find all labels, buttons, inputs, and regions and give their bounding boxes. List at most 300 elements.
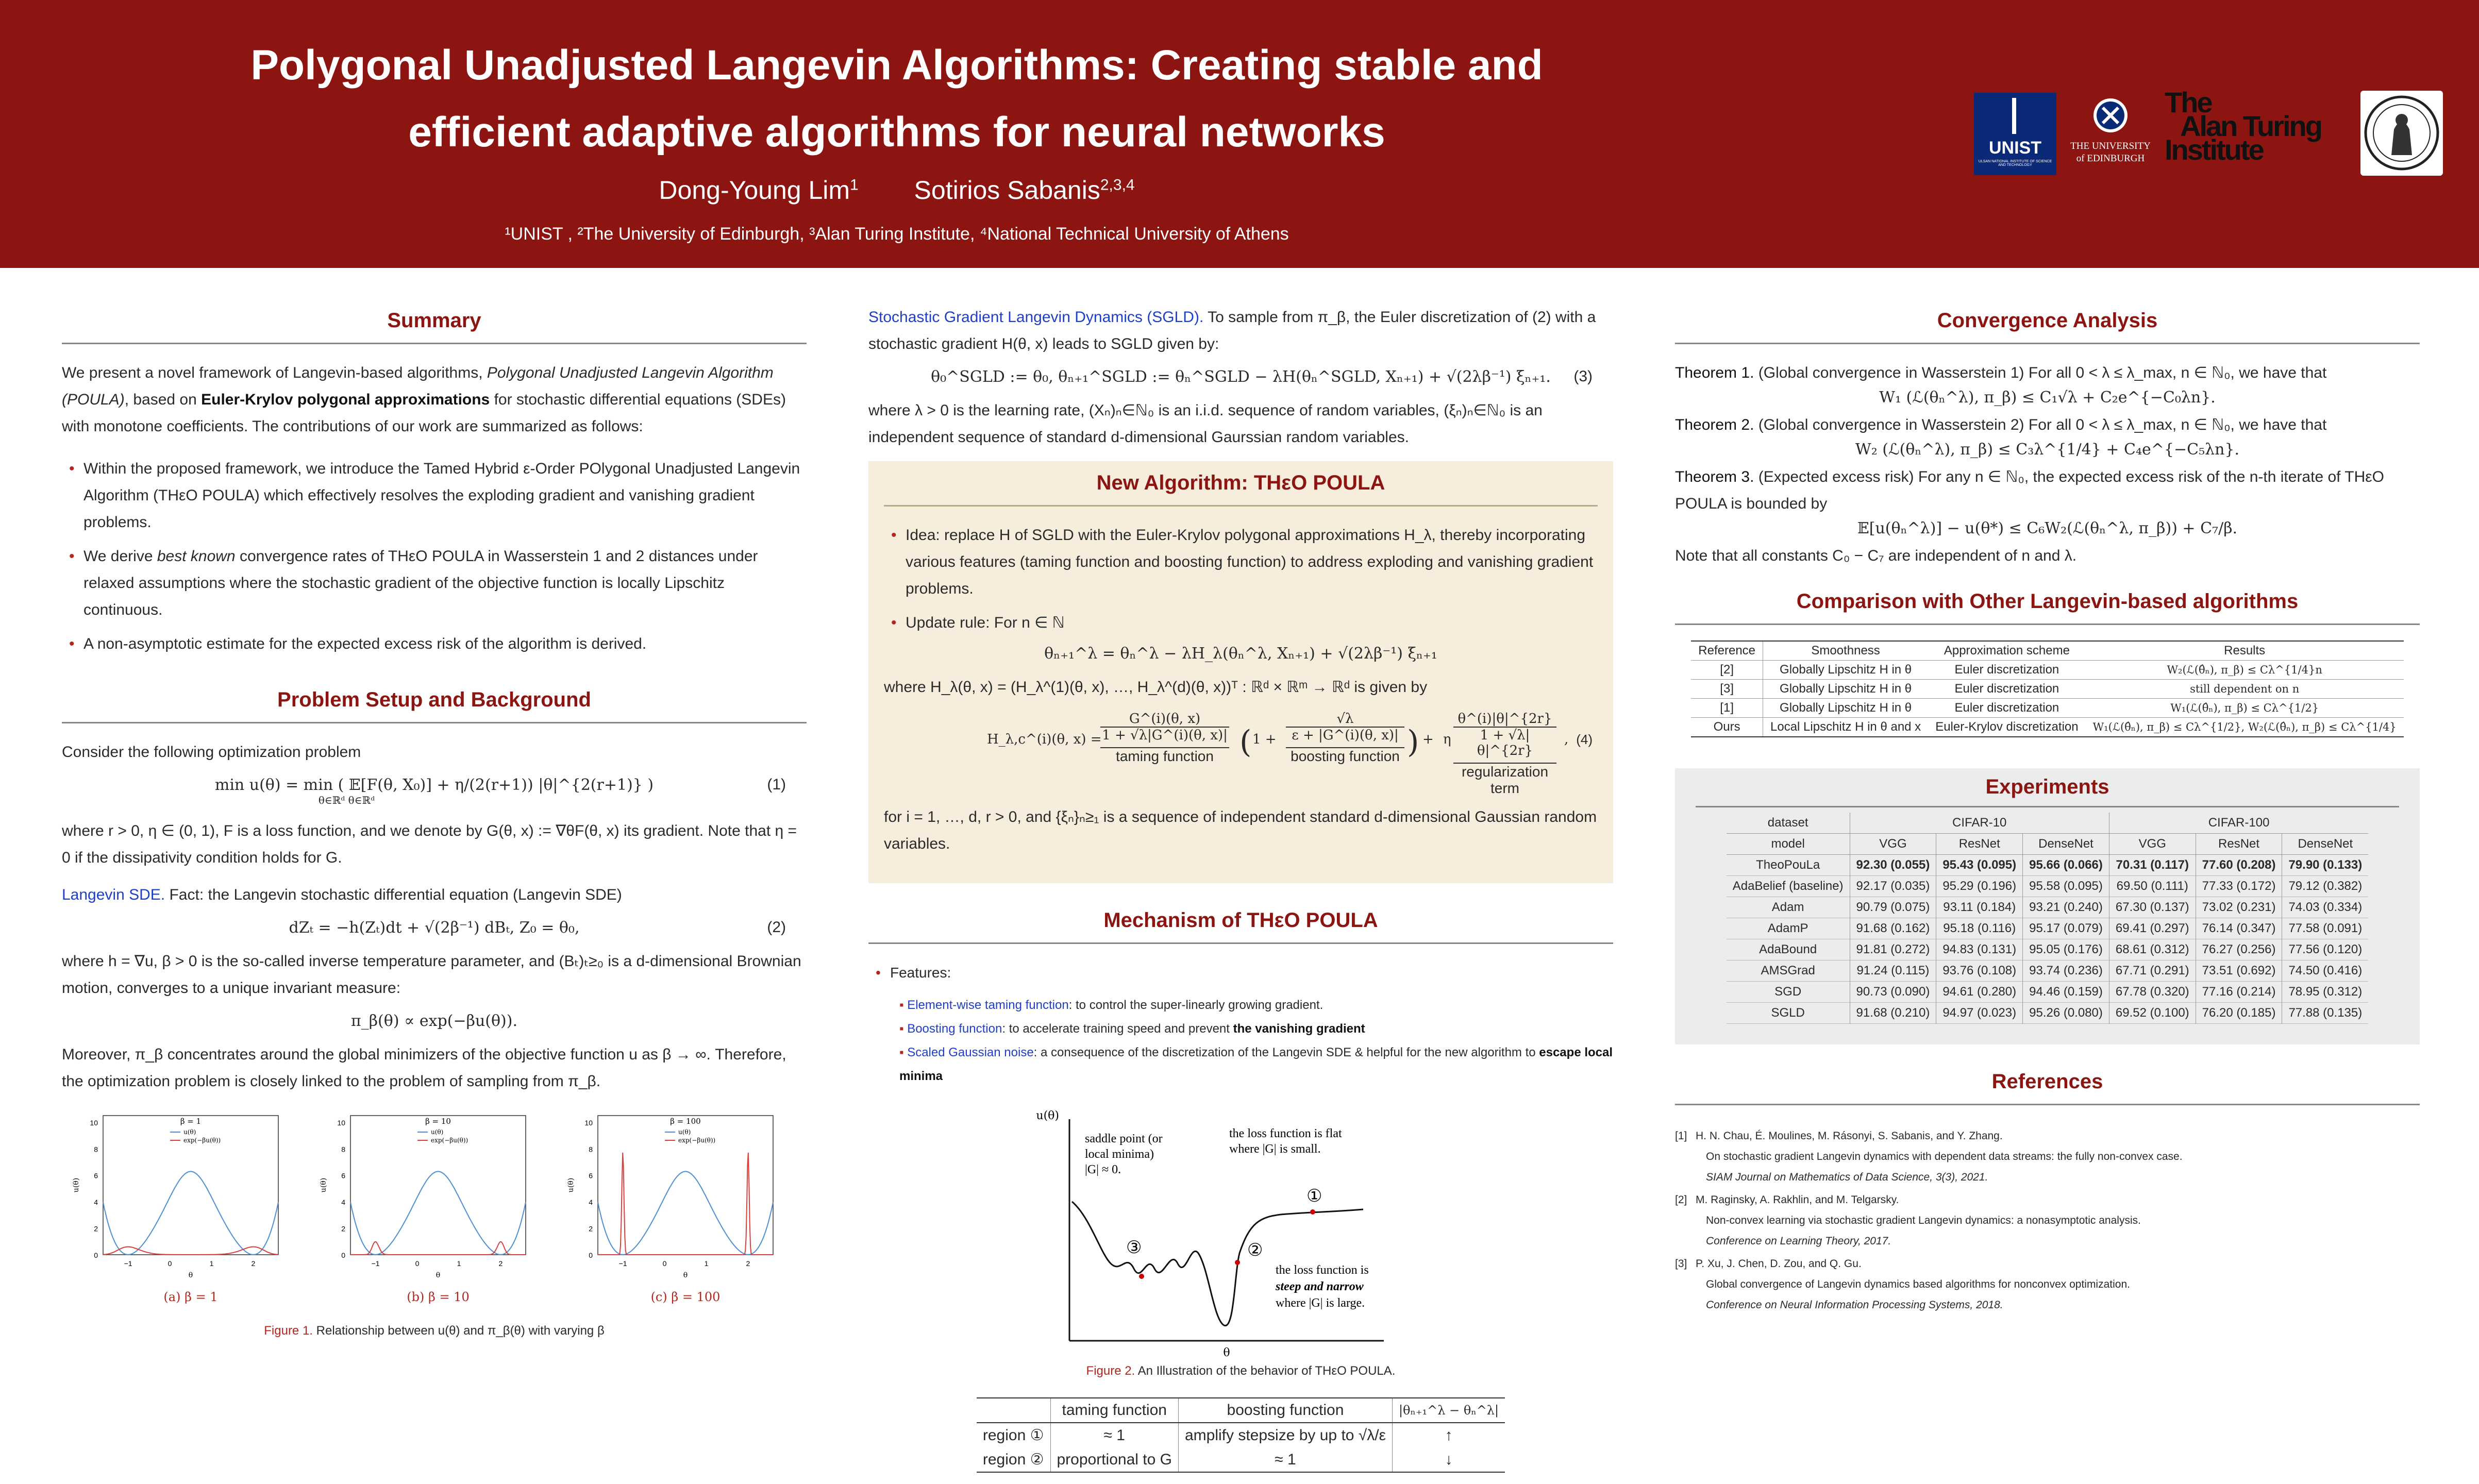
summary-bullet-2a: We derive: [83, 548, 157, 565]
mech-th-3: |θₙ₊₁^λ − θₙ^λ|: [1398, 1403, 1499, 1418]
exp-model: VGG: [2109, 834, 2196, 855]
summary-bullets: [62, 456, 807, 657]
feature-3-label: Scaled Gaussian noise: [907, 1045, 1034, 1059]
theorem-2-equation: W₂ (ℒ(θₙ^λ), π_β) ≤ C₃λ^{1/4} + C₄e^{−C₅λn}.: [1855, 441, 2240, 459]
experiments-cell: 77.56 (0.120): [2288, 942, 2363, 956]
comparison-cell: [1]: [1691, 699, 1763, 718]
x-tick-label: 1: [209, 1259, 214, 1268]
comparison-rule: [1675, 623, 2420, 625]
equation-3-body: θ₀^SGLD := θ₀, θₙ₊₁^SGLD := θₙ^SGLD − λH(θₙ^SGLD, Xₙ₊₁) + √(2λβ⁻¹) ξₙ₊₁.: [931, 368, 1551, 386]
experiments-cell: 93.76 (0.108): [1936, 960, 2023, 982]
point-1: [1310, 1209, 1315, 1215]
summary-intro-e: for stochastic differential equations (SDEs) with monotone coefficients. The contributions of our work are summarized as follows:: [62, 391, 786, 435]
summary-bullet-2c: convergence rates of THεO POULA in Wasserstein 1 and 2 distances under relaxed assumptions where the stochastic gradient of the objective function is locally Lipschitz continuous.: [83, 548, 758, 618]
density-line: [103, 1247, 278, 1255]
reference-number: [3]: [1675, 1258, 1687, 1270]
new-algorithm-bullets: [884, 522, 1598, 636]
langevin-label: Langevin SDE.: [62, 886, 165, 903]
x-tick-label: 2: [498, 1259, 503, 1268]
label-boosting-function: boosting function: [1286, 747, 1404, 765]
comparison-row: [1691, 699, 2403, 718]
edinburgh-logo-text: THE UNIVERSITY of EDINBURGH: [2070, 141, 2151, 164]
equation-4: [884, 711, 1598, 794]
poster-title-line2: efficient adaptive algorithms for neural networks: [408, 109, 1385, 156]
unist-logo: [1974, 93, 2056, 175]
equation-4-frac3-num: θ^(i)|θ|^{2r}: [1458, 711, 1552, 727]
equation-2-number: (2): [767, 919, 786, 936]
comparison-cell: Ours: [1691, 718, 1763, 737]
panel-caption: (a) β = 1: [163, 1290, 218, 1304]
equation-4-lhs: H_λ,c^(i)(θ, x) =: [987, 732, 1102, 747]
update-rule-equation: θₙ₊₁^λ = θₙ^λ − λH_λ(θₙ^λ, Xₙ₊₁) + √(2λβ⁻¹) ξₙ₊₁: [1044, 645, 1437, 663]
cmp-th: Results: [2086, 641, 2404, 661]
ntua-seal-icon: [2363, 93, 2440, 173]
experiments-optimizer: AdaBound: [1727, 939, 1850, 960]
feature-1-text: : to control the super-linearly growing gradient.: [1068, 998, 1324, 1012]
figure-1-plots: [62, 1105, 807, 1311]
figure-2-caption-label: Figure 2.: [1086, 1364, 1135, 1378]
author-1-sup: 1: [850, 176, 859, 194]
sgld-paragraph: [868, 304, 1613, 358]
reference-authors: H. N. Chau, É. Moulines, M. Rásonyi, S. Sabanis, and Y. Zhang.: [1696, 1130, 2003, 1142]
experiments-row: [1727, 960, 2368, 982]
comparison-cell: Euler-Krylov discretization: [1928, 718, 2085, 737]
experiments-cell: 76.20 (0.185): [2196, 1003, 2282, 1024]
experiments-row: [1727, 939, 2368, 960]
annotation-saddle-2: local minima): [1085, 1148, 1154, 1161]
constants-note: Note that all constants C₀ − C₇ are independent of n and λ.: [1675, 547, 2077, 564]
experiments-cell: 67.71 (0.291): [2109, 960, 2196, 982]
experiments-cell: 90.79 (0.075): [1850, 897, 1936, 918]
comparison-table-body: [1691, 661, 2403, 737]
x-axis-label: θ: [435, 1271, 441, 1279]
y-tick-label: 2: [589, 1224, 593, 1233]
mechanism-features: [868, 959, 1613, 986]
equation-4-frac3-den: 1 + √λ|θ|^{2r}: [1453, 727, 1556, 758]
comparison-cell: W₂(ℒ(θ̂ₙ), π_β) ≤ Cλ^{1/4}n: [2086, 661, 2404, 680]
experiments-cell: [2282, 855, 2368, 876]
annotation-flat-2: where |G| is small.: [1229, 1142, 1321, 1156]
panel-title: β = 10: [425, 1117, 451, 1126]
equation-4-plus: +: [1422, 732, 1434, 747]
figure-2-caption: [868, 1364, 1613, 1378]
y-tick-label: 8: [94, 1145, 98, 1154]
equation-2-body: dZₜ = −h(Zₜ)dt + √(2β⁻¹) dBₜ, Z₀ = θ₀,: [289, 919, 580, 937]
figure-1-panel: [320, 1116, 526, 1304]
y-tick-label: 0: [94, 1251, 98, 1259]
y-tick-label: 0: [341, 1251, 345, 1259]
experiments-value: 70.31 (0.117): [2116, 858, 2189, 872]
experiments-cell: 91.68 (0.210): [1850, 1003, 1936, 1024]
mechanism-features-label: • Features:: [880, 959, 1613, 986]
figure-2-xlabel: θ: [1223, 1346, 1230, 1359]
x-tick-label: 0: [662, 1259, 667, 1268]
experiments-row: [1727, 918, 2368, 939]
u-theta-line: [103, 1171, 278, 1255]
experiments-cell: 95.05 (0.176): [2023, 939, 2109, 960]
comparison-cell: Globally Lipschitz H in θ: [1763, 661, 1929, 680]
summary-title: Summary: [387, 309, 481, 332]
point-2: [1235, 1260, 1240, 1265]
x-tick-label: 1: [704, 1259, 709, 1268]
feature-1-label: Element-wise taming function: [907, 998, 1069, 1012]
panel-caption: (c) β = 100: [650, 1290, 721, 1304]
turing-logo: [2165, 86, 2360, 178]
reference-item: [1675, 1126, 2420, 1188]
experiments-optimizer: Adam: [1727, 897, 1850, 918]
sgld-text: To sample from π_β, the Euler discretization of (2) with a stochastic gradient H(θ, x) leads to SGLD given by:: [868, 309, 1596, 352]
legend-exp: exp(−βu(θ)): [183, 1137, 221, 1144]
experiments-cell: 92.17 (0.035): [1850, 876, 1936, 897]
exp-model: ResNet: [2196, 834, 2282, 855]
mech-th-1: taming function: [1050, 1398, 1178, 1423]
feature-2-text-b: the vanishing gradient: [1233, 1022, 1365, 1036]
author-1: Dong-Young Lim: [659, 176, 850, 205]
equation-1-body: min u(θ) = min ( 𝔼[F(θ, X₀)] + η/(2(r+1)) |θ|^{2(r+1)} ): [214, 776, 654, 794]
unist-logo-text: UNIST: [1989, 138, 2041, 158]
reference-venue: Conference on Neural Information Processing Systems, 2018.: [1706, 1299, 2003, 1311]
annotation-steep-2: steep and narrow: [1276, 1280, 1364, 1293]
comparison-row: [1691, 718, 2403, 737]
experiments-cell: 94.97 (0.023): [1936, 1003, 2023, 1024]
experiments-optimizer: SGLD: [1727, 1003, 1850, 1024]
label-regularization-term: regularization term: [1453, 763, 1556, 797]
experiments-row: [1727, 1003, 2368, 1024]
x-tick-label: 2: [746, 1259, 750, 1268]
turing-logo-line1: The: [2165, 86, 2212, 119]
unist-logo-subtext: ULSAN NATIONAL INSTITUTE OF SCIENCE AND TECHNOLOGY: [1978, 160, 2052, 167]
experiments-cell: 95.17 (0.079): [2023, 918, 2109, 939]
mechanism-rule: [868, 942, 1613, 944]
experiments-cell: [2196, 855, 2282, 876]
mech-th-0: [977, 1398, 1050, 1423]
x-tick-label: −1: [371, 1259, 380, 1268]
summary-intro-d: Euler-Krylov polygonal approximations: [201, 391, 490, 408]
equation-4-frac2-den: ε + |G^(i)(θ, x)|: [1286, 727, 1404, 743]
author-2-sup: 2,3,4: [1100, 176, 1135, 194]
new-algorithm-rule: [884, 505, 1598, 507]
problem-p3: where h = ∇u, β > 0 is the so-called inverse temperature parameter, and (Bₜ)ₜ≥₀ is a d-dimensional Brownian motion, converges to a unique invariant measure:: [62, 953, 801, 997]
summary-intro-b: Polygonal Unadjusted Langevin Algorithm (POULA): [62, 364, 774, 408]
experiments-cell: 76.14 (0.347): [2196, 918, 2282, 939]
x-axis-label: θ: [683, 1271, 688, 1279]
y-tick-label: 8: [589, 1145, 593, 1154]
cmp-th: Smoothness: [1763, 641, 1929, 661]
new-algorithm-where2: for i = 1, …, d, r > 0, and {ξₙ}ₙ≥₁ is a sequence of independent standard d-dimensional Gaussian random variables.: [884, 808, 1597, 852]
legend-u: u(θ): [678, 1128, 691, 1136]
summary-bullet-1: • Within the proposed framework, we introduce the Tamed Hybrid ε-Order POlygonal Unadjusted Langevin Algorithm (THεO POULA) which effectively resolves the exploding gradient and vanishing gradient problems.: [73, 456, 807, 536]
figure-1: [62, 1105, 807, 1347]
mech-row-2: [977, 1447, 1505, 1472]
mechanism-title: Mechanism of THεO POULA: [1103, 909, 1378, 932]
experiments-cell: 91.24 (0.115): [1850, 960, 1936, 982]
marker-3: ③: [1126, 1237, 1142, 1258]
experiments-cell: 69.50 (0.111): [2109, 876, 2196, 897]
experiments-row: [1727, 855, 2368, 876]
x-axis-label: θ: [188, 1271, 193, 1279]
problem-p1: Consider the following optimization problem: [62, 744, 361, 761]
summary-intro-a: We present a novel framework of Langevin-based algorithms,: [62, 364, 487, 381]
y-tick-label: 6: [341, 1171, 345, 1180]
theorem-3: [1675, 464, 2420, 517]
annotation-steep-1: the loss function is: [1276, 1263, 1369, 1277]
column-2: [868, 289, 1613, 1473]
annotation-steep-3: where |G| is large.: [1276, 1296, 1365, 1310]
feature-3-text-a: : a consequence of the discretization of the Langevin SDE & helpful for the new algorithm to: [1033, 1045, 1539, 1059]
equation-4-paren-open: (: [1239, 724, 1252, 760]
experiments-cell: 93.74 (0.236): [2023, 960, 2109, 982]
exp-model: DenseNet: [2298, 837, 2353, 851]
theorem-2: [1675, 412, 2420, 439]
theorem-2-label: Theorem 2.: [1675, 416, 1754, 433]
theorem-2-text: (Global convergence in Wasserstein 2) For all 0 < λ ≤ λ_max, n ∈ ℕ₀, we have that: [1754, 416, 2327, 433]
y-axis-label: u(θ): [567, 1177, 575, 1193]
column-1: [62, 289, 807, 1347]
theorem-3-text: (Expected excess risk) For any n ∈ ℕ₀, the expected excess risk of the n-th iterate of THεO POULA is bounded by: [1675, 468, 2384, 512]
reference-authors: M. Raginsky, A. Rakhlin, and M. Telgarsky.: [1696, 1194, 1899, 1206]
experiments-title: Experiments: [1985, 775, 2109, 798]
mechanism-feature-1: ▪ Element-wise taming function: to control the super-linearly growing gradient.: [899, 998, 1324, 1012]
equation-4-frac1-num: G^(i)(θ, x): [1129, 711, 1201, 727]
experiments-table-body: [1727, 855, 2368, 1024]
experiments-cell: [2023, 855, 2109, 876]
comparison-cell: Globally Lipschitz H in θ: [1763, 680, 1929, 699]
references-list: [1675, 1126, 2420, 1316]
panel-title: β = 1: [180, 1117, 202, 1126]
experiments-cell: 69.41 (0.297): [2109, 918, 2196, 939]
mech-cell: region ②: [977, 1447, 1050, 1472]
comparison-cell: Globally Lipschitz H in θ: [1763, 699, 1929, 718]
equation-pi: π_β(θ) ∝ exp(−βu(θ)).: [351, 1012, 517, 1030]
reference-title: Global convergence of Langevin dynamics based algorithms for nonconvex optimization.: [1706, 1278, 2130, 1290]
experiments-cell: 95.58 (0.095): [2023, 876, 2109, 897]
poster-title-line1: Polygonal Unadjusted Langevin Algorithms: Creating stable and: [250, 42, 1543, 89]
experiments-cell: 74.03 (0.334): [2288, 900, 2363, 914]
comparison-row: [1691, 680, 2403, 699]
author-2: Sotirios Sabanis: [914, 176, 1100, 205]
feature-3-text-b: escape local minima: [899, 1045, 1613, 1083]
theorem-1-text: (Global convergence in Wasserstein 1) For all 0 < λ ≤ λ_max, n ∈ ℕ₀, we have that: [1754, 364, 2327, 381]
panel-caption: (b) β = 10: [407, 1290, 470, 1304]
references-title: References: [1991, 1070, 2103, 1093]
experiments-cell: 77.58 (0.091): [2288, 921, 2363, 935]
theorem-1-label: Theorem 1.: [1675, 364, 1754, 381]
ntua-logo: [2360, 91, 2443, 176]
summary-rule: [62, 343, 807, 344]
reference-venue: SIAM Journal on Mathematics of Data Science, 3(3), 2021.: [1706, 1171, 1988, 1183]
reference-number: [2]: [1675, 1194, 1687, 1206]
comparison-table: [1691, 640, 2403, 737]
mech-cell: ≈ 1: [1178, 1447, 1392, 1472]
experiments-table: [1727, 813, 2368, 1024]
experiments-cell: 90.73 (0.090): [1850, 982, 1936, 1003]
equation-2: [62, 919, 807, 937]
annotation-saddle-3: |G| ≈ 0.: [1085, 1163, 1121, 1176]
y-tick-label: 10: [337, 1118, 345, 1127]
experiments-rule: [1696, 806, 2399, 807]
turing-logo-line2: Alan Turing: [2180, 110, 2321, 142]
langevin-paragraph: [62, 882, 807, 908]
cmp-th: Approximation scheme: [1928, 641, 2085, 661]
x-tick-label: 1: [457, 1259, 461, 1268]
summary-intro-c: , based on: [124, 391, 202, 408]
edinburgh-crest-icon: [2092, 95, 2129, 136]
figure-2: [868, 1099, 1613, 1387]
new-algorithm-bullet-2: • Update rule: For n ∈ ℕ: [895, 610, 1598, 636]
experiments-cell: 91.68 (0.162): [1850, 918, 1936, 939]
y-tick-label: 6: [589, 1171, 593, 1180]
x-tick-label: −1: [124, 1259, 132, 1268]
theorem-1: [1675, 360, 2420, 386]
experiments-row: [1727, 876, 2368, 897]
comparison-cell: Local Lipschitz H in θ and x: [1763, 718, 1929, 737]
experiments-cell: 77.16 (0.214): [2196, 982, 2282, 1003]
equation-4-regularization: [1453, 711, 1556, 797]
mech-th-2: boosting function: [1178, 1398, 1392, 1423]
problem-p4: Moreover, π_β concentrates around the global minimizers of the objective function u as β → ∞. Therefore, the optimization problem is closely linked to the problem of sampling from π_β.: [62, 1046, 786, 1090]
y-tick-label: 2: [94, 1224, 98, 1233]
experiments-value: 92.30 (0.055): [1856, 858, 1930, 872]
experiments-cell: 77.88 (0.135): [2288, 1006, 2363, 1020]
experiments-cell: 73.02 (0.231): [2196, 897, 2282, 918]
x-tick-label: 0: [415, 1259, 420, 1268]
experiments-cell: 78.95 (0.312): [2288, 985, 2363, 999]
exp-model-header: model: [1727, 834, 1850, 855]
x-tick-label: 0: [167, 1259, 172, 1268]
legend-u: u(θ): [183, 1128, 196, 1136]
experiments-value: 79.90 (0.133): [2288, 858, 2363, 872]
reference-authors: P. Xu, J. Chen, D. Zou, and Q. Gu.: [1696, 1258, 1862, 1270]
experiments-cell: 95.18 (0.116): [1936, 918, 2023, 939]
mechanism-feature-list: [868, 993, 1613, 1088]
summary-bullet-2: [73, 543, 807, 623]
experiments-cell: 74.50 (0.416): [2288, 964, 2363, 977]
experiments-cell: 76.27 (0.256): [2196, 939, 2282, 960]
figure-1-caption-text: Relationship between u(θ) and π_β(θ) with varying β: [312, 1324, 605, 1338]
equation-1: [62, 776, 807, 806]
point-3: [1139, 1274, 1144, 1279]
new-algorithm-box: [868, 461, 1613, 883]
summary-bullet-3: • A non-asymptotic estimate for the expected excess risk of the algorithm is derived.: [73, 631, 807, 657]
mechanism-table: [977, 1397, 1505, 1473]
figure-2-caption-text: An Illustration of the behavior of THεO POULA.: [1135, 1364, 1396, 1378]
equation-4-comma: ,: [1564, 732, 1569, 747]
equation-3: [868, 368, 1613, 386]
equation-4-boosting: [1286, 711, 1404, 765]
comparison-cell: W₁(ℒ(θ̂ₙ), π_β) ≤ Cλ^{1/2}, W₂(ℒ(θ̂ₙ), π_β) ≤ Cλ^{1/4}: [2086, 718, 2404, 737]
equation-4-one: 1 +: [1252, 732, 1277, 747]
equation-4-frac1-den: 1 + √λ|G^(i)(θ, x)|: [1100, 727, 1229, 743]
mech-row-1: [977, 1423, 1505, 1447]
experiments-box: [1675, 768, 2420, 1044]
mech-cell: region ①: [977, 1423, 1050, 1447]
experiments-optimizer: TheoPouLa: [1727, 855, 1850, 876]
experiments-optimizer: SGD: [1727, 982, 1850, 1003]
reference-item: [1675, 1190, 2420, 1252]
mechanism-feature-2: ▪ Boosting function: to accelerate training speed and prevent the vanishing gradient: [899, 1022, 1365, 1036]
convergence-rule: [1675, 343, 2420, 344]
legend-exp: exp(−βu(θ)): [431, 1137, 468, 1144]
equation-1-number: (1): [767, 776, 786, 793]
experiments-optimizer: AdaBelief (baseline): [1727, 876, 1850, 897]
reference-title: On stochastic gradient Langevin dynamics with dependent data streams: the fully non-convex case.: [1706, 1151, 2183, 1162]
experiments-cell: 94.61 (0.280): [1936, 982, 2023, 1003]
figure-2-illustration: [868, 1099, 1613, 1361]
experiments-cell: [1850, 855, 1936, 876]
comparison-cell: Euler discretization: [1928, 661, 2085, 680]
column-3: [1675, 289, 2420, 1318]
equation-4-eta: η: [1443, 732, 1451, 747]
experiments-value: 77.60 (0.208): [2202, 858, 2276, 872]
experiments-cell: [1936, 855, 2023, 876]
y-tick-label: 10: [584, 1118, 593, 1127]
comparison-cell: Euler discretization: [1928, 680, 2085, 699]
exp-model: DenseNet: [2023, 834, 2109, 855]
theorem-1-equation: W₁ (ℒ(θₙ^λ), π_β) ≤ C₁√λ + C₂e^{−C₀λn}.: [1879, 389, 2216, 407]
exp-dataset-header: dataset: [1727, 813, 1850, 834]
mechanism-feature-3: ▪ Scaled Gaussian noise: a consequence of the discretization of the Langevin SDE & helpful for the new algorithm to escape local minima: [899, 1045, 1613, 1083]
equation-1-subscript: θ∈ℝᵈ θ∈ℝᵈ: [318, 794, 375, 806]
y-tick-label: 4: [94, 1198, 98, 1207]
comparison-cell: still dependent on n: [2086, 680, 2404, 699]
comparison-title: Comparison with Other Langevin-based algorithms: [1796, 590, 2299, 613]
exp-model: VGG: [1850, 834, 1936, 855]
reference-venue: Conference on Learning Theory, 2017.: [1706, 1235, 1891, 1247]
problem-rule: [62, 722, 807, 723]
sgld-p2: where λ > 0 is the learning rate, (Xₙ)ₙ∈ℕ₀ is an i.i.d. sequence of random variables, (ξₙ)ₙ∈ℕ₀ is an independent sequence of standard d-dimensional Gaurssian random variables.: [868, 402, 1543, 446]
experiments-optimizer: AdamP: [1727, 918, 1850, 939]
mech-cell: proportional to G: [1050, 1447, 1178, 1472]
legend-u: u(θ): [431, 1128, 444, 1136]
comparison-cell: Euler discretization: [1928, 699, 2085, 718]
langevin-text: Fact: the Langevin stochastic differential equation (Langevin SDE): [165, 886, 622, 903]
poster-header: [0, 0, 2479, 268]
problem-title: Problem Setup and Background: [277, 688, 591, 711]
y-axis-label: u(θ): [320, 1177, 328, 1193]
experiments-cell: 94.46 (0.159): [2023, 982, 2109, 1003]
y-tick-label: 4: [341, 1198, 345, 1207]
new-algorithm-bullet-1: • Idea: replace H of SGLD with the Euler-Krylov polygonal approximations H_λ, thereby incorporating various features (taming function and boosting function) to address exploding and vanishing gradient problems.: [895, 522, 1598, 602]
figure-1-panel: [567, 1116, 773, 1304]
exp-model: ResNet: [1936, 834, 2023, 855]
experiments-cell: 67.78 (0.320): [2109, 982, 2196, 1003]
experiments-cell: 69.52 (0.100): [2109, 1003, 2196, 1024]
y-tick-label: 2: [341, 1224, 345, 1233]
mech-cell: amplify stepsize by up to √λ/ε: [1178, 1423, 1392, 1447]
experiments-cell: 68.61 (0.312): [2109, 939, 2196, 960]
experiments-cell: 79.12 (0.382): [2288, 879, 2363, 893]
experiments-cell: [2109, 855, 2196, 876]
density-line: [598, 1153, 773, 1255]
experiments-cell: 94.83 (0.131): [1936, 939, 2023, 960]
summary-intro: [62, 360, 807, 440]
mech-cell: ↓: [1445, 1451, 1453, 1468]
cmp-th: Reference: [1691, 641, 1763, 661]
density-line: [350, 1242, 526, 1255]
theorem-3-equation: 𝔼[u(θₙ^λ)] − u(θ*) ≤ C₆W₂(ℒ(θₙ^λ, π_β)) + C₇/β.: [1857, 519, 2238, 537]
experiments-cell: 73.51 (0.692): [2196, 960, 2282, 982]
annotation-saddle-1: saddle point (or: [1085, 1132, 1163, 1145]
y-tick-label: 4: [589, 1198, 593, 1207]
edinburgh-logo: [2067, 93, 2154, 175]
problem-p2: where r > 0, η ∈ (0, 1), F is a loss function, and we denote by G(θ, x) := ∇θF(θ, x) its gradient. Note that η = 0 if the dissipativity condition holds for G.: [62, 822, 797, 866]
convergence-title: Convergence Analysis: [1937, 309, 2158, 332]
comparison-row: [1691, 661, 2403, 680]
figure-2-ylabel: u(θ): [1036, 1109, 1059, 1122]
experiments-cell: 95.29 (0.196): [1936, 876, 2023, 897]
sgld-label: Stochastic Gradient Langevin Dynamics (SGLD).: [868, 309, 1204, 326]
equation-4-taming: [1100, 711, 1229, 765]
